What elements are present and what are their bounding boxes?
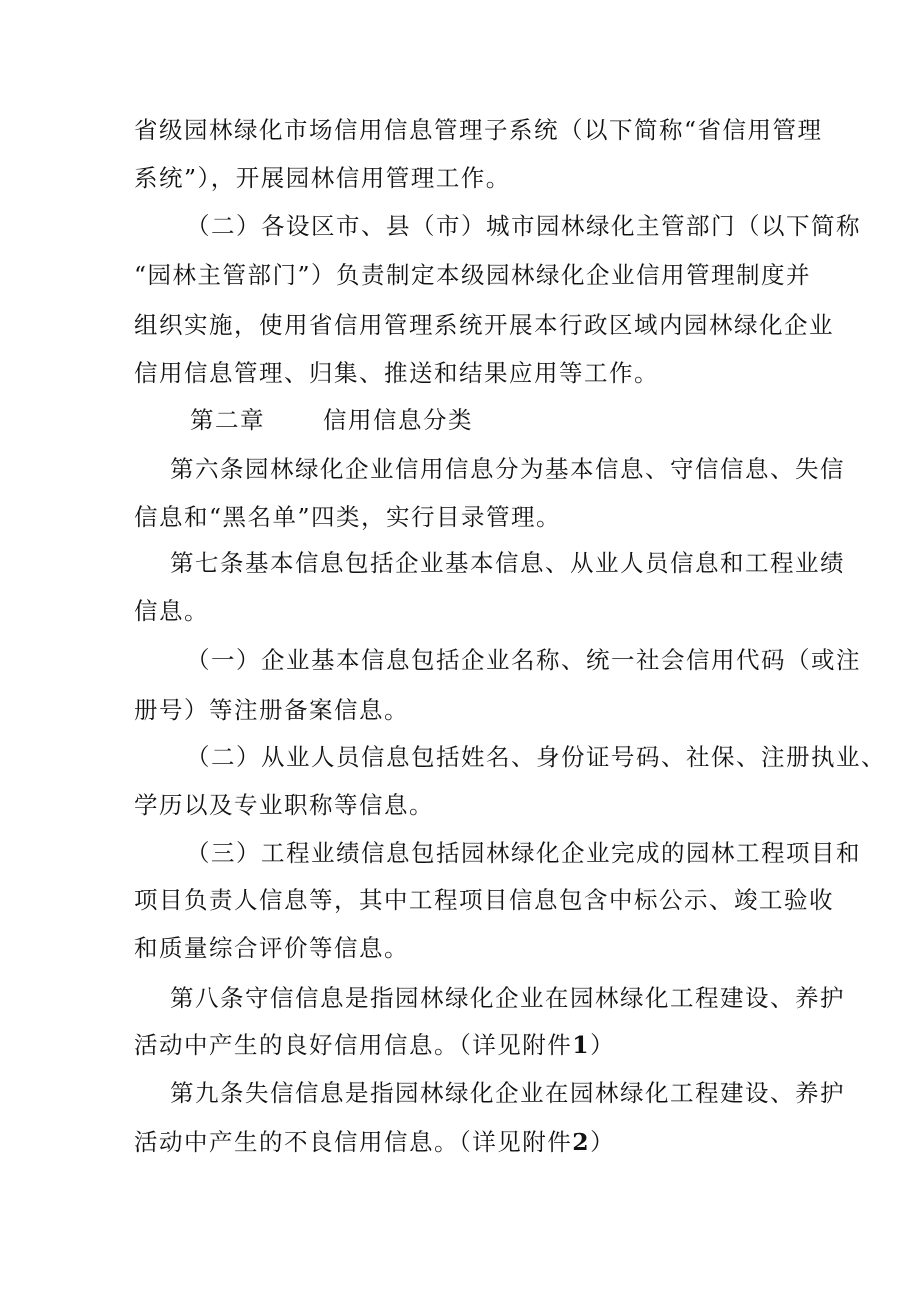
paragraph-line <box>134 1127 615 1157</box>
attachment-number: 1 <box>572 1031 591 1059</box>
paragraph-line: 信息和“黑名单”四类，实行目录管理。 <box>134 503 562 531</box>
paragraph-line: 组织实施，使用省信用管理系统开展本行政区域内园林绿化企业 <box>134 311 834 339</box>
paragraph-line: 系统”），开展园林信用管理工作。 <box>134 164 511 192</box>
paragraph-line: 学历以及专业职称等信息。 <box>134 791 434 819</box>
chapter-number: 第二章 <box>190 406 265 434</box>
paragraph-line: 第七条基本信息包括企业基本信息、从业人员信息和工程业绩 <box>170 549 845 577</box>
paragraph-line: （二）从业人员信息包括姓名、身份证号码、社保、注册执业、 <box>186 743 886 771</box>
paragraph-line: （三）工程业绩信息包括园林绿化企业完成的园林工程项目和 <box>186 839 861 867</box>
attachment-number: 2 <box>572 1128 591 1156</box>
paragraph-line: 信息。 <box>134 597 209 625</box>
closing-paren: ） <box>590 1031 616 1059</box>
line-text: 活动中产生的不良信用信息。（详见附件 <box>134 1128 573 1156</box>
closing-paren: ） <box>590 1128 616 1156</box>
paragraph-line: （一）企业基本信息包括企业名称、统一社会信用代码（或注 <box>186 646 861 674</box>
paragraph-line: 第九条失信信息是指园林绿化企业在园林绿化工程建设、养护 <box>170 1079 845 1107</box>
chapter-title: 信用信息分类 <box>323 406 473 434</box>
paragraph-line: （二）各设区市、县（市）城市园林绿化主管部门（以下简称 <box>186 212 861 240</box>
paragraph-line: 项目负责人信息等，其中工程项目信息包含中标公示、竣工验收 <box>134 886 834 914</box>
paragraph-line: 省级园林绿化市场信用信息管理子系统（以下简称“省信用管理 <box>134 116 823 144</box>
chapter-heading <box>190 405 473 435</box>
paragraph-line: 信用信息管理、归集、推送和结果应用等工作。 <box>134 359 659 387</box>
paragraph-line: 第八条守信信息是指园林绿化企业在园林绿化工程建设、养护 <box>170 984 845 1012</box>
line-text: 活动中产生的良好信用信息。（详见附件 <box>134 1031 573 1059</box>
paragraph-line: 和质量综合评价等信息。 <box>134 934 409 962</box>
paragraph-line: 册号）等注册备案信息。 <box>134 696 409 724</box>
paragraph-line: “园林主管部门”）负责制定本级园林绿化企业信用管理制度并 <box>134 261 812 289</box>
paragraph-line <box>134 1030 615 1060</box>
paragraph-line: 第六条园林绿化企业信用信息分为基本信息、守信信息、失信 <box>170 455 845 483</box>
